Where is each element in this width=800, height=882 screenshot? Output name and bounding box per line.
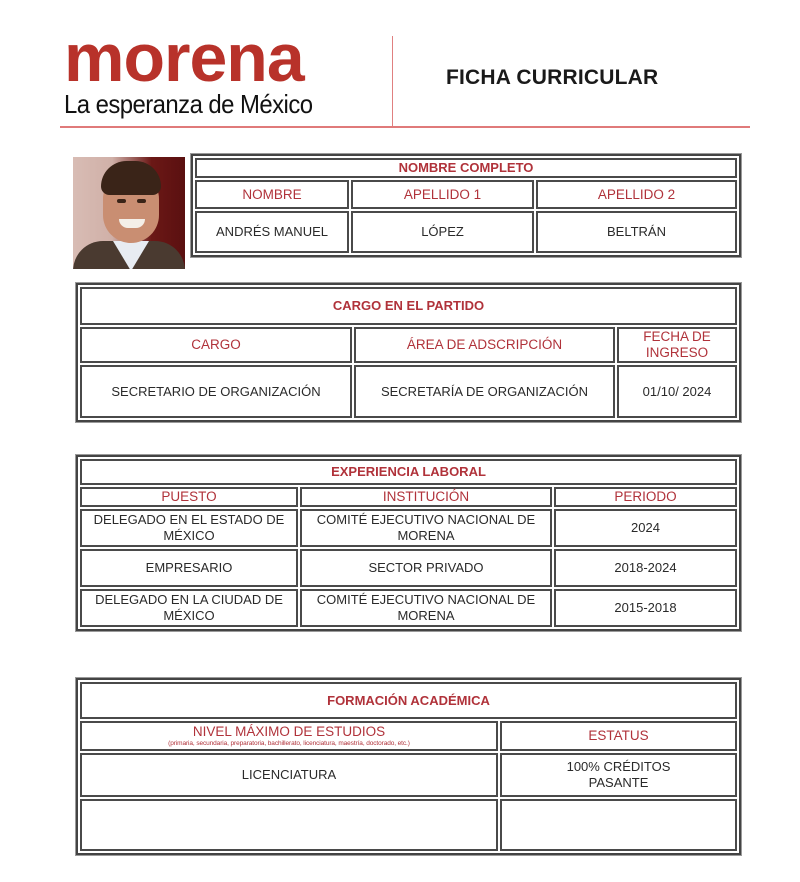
institucion-cell: COMITÉ EJECUTIVO NACIONAL DE MORENA [300, 509, 552, 547]
table-row [80, 753, 737, 797]
value-apellido-1: LÓPEZ [351, 211, 534, 253]
header-periodo: PERIODO [554, 487, 737, 507]
estatus-text: 100% CRÉDITOS PASANTE [566, 759, 671, 790]
periodo-cell: 2018-2024 [554, 549, 737, 587]
institucion-cell: COMITÉ EJECUTIVO NACIONAL DE MORENA [300, 589, 552, 627]
education-table [76, 678, 741, 855]
cargo-table [76, 283, 741, 422]
table-row [80, 589, 737, 627]
table-row [80, 549, 737, 587]
periodo-cell: 2015-2018 [554, 589, 737, 627]
table-row [80, 509, 737, 547]
header-apellido-1: APELLIDO 1 [351, 180, 534, 209]
document-header [0, 0, 800, 135]
header-nombre: NOMBRE [195, 180, 349, 209]
puesto-cell: EMPRESARIO [80, 549, 298, 587]
header-nivel-maximo [80, 721, 498, 751]
header-nivel-note: (primaria, secundaria, preparatoria, bachillerato, licenciatura, maestría, doctorado, etc.) [168, 740, 410, 747]
puesto-cell: DELEGADO EN LA CIUDAD DE MÉXICO [80, 589, 298, 627]
section-title-experiencia: EXPERIENCIA LABORAL [80, 459, 737, 485]
value-apellido-2: BELTRÁN [536, 211, 737, 253]
header-institucion: INSTITUCIÓN [300, 487, 552, 507]
header-area: ÁREA DE ADSCRIPCIÓN [354, 327, 615, 363]
institucion-cell: SECTOR PRIVADO [300, 549, 552, 587]
section-title-nombre-completo: NOMBRE COMPLETO [195, 158, 737, 178]
experience-table [76, 455, 741, 631]
header-estatus: ESTATUS [500, 721, 737, 751]
profile-photo [73, 157, 185, 269]
nivel-cell: LICENCIATURA [80, 753, 498, 797]
periodo-cell: 2024 [554, 509, 737, 547]
logo-tagline: La esperanza de México [64, 89, 313, 119]
morena-logo: morena [64, 20, 304, 96]
value-fecha-ingreso: 01/10/ 2024 [617, 365, 737, 418]
full-name-table [191, 154, 741, 257]
section-title-formacion: FORMACIÓN ACADÉMICA [80, 682, 737, 719]
header-nivel-maximo-label: NIVEL MÁXIMO DE ESTUDIOS [192, 724, 386, 739]
table-row [80, 799, 737, 851]
header-puesto: PUESTO [80, 487, 298, 507]
nivel-cell-empty [80, 799, 498, 851]
header-fecha-ingreso: FECHA DE INGRESO [617, 327, 737, 363]
header-apellido-2: APELLIDO 2 [536, 180, 737, 209]
value-area: SECRETARÍA DE ORGANIZACIÓN [354, 365, 615, 418]
header-horizontal-divider [60, 126, 750, 128]
puesto-cell: DELEGADO EN EL ESTADO DE MÉXICO [80, 509, 298, 547]
value-cargo: SECRETARIO DE ORGANIZACIÓN [80, 365, 352, 418]
estatus-cell [500, 753, 737, 797]
document-title: FICHA CURRICULAR [446, 66, 659, 89]
header-vertical-divider [392, 36, 393, 128]
header-cargo: CARGO [80, 327, 352, 363]
estatus-cell-empty [500, 799, 737, 851]
value-nombre: ANDRÉS MANUEL [195, 211, 349, 253]
section-title-cargo: CARGO EN EL PARTIDO [80, 287, 737, 325]
